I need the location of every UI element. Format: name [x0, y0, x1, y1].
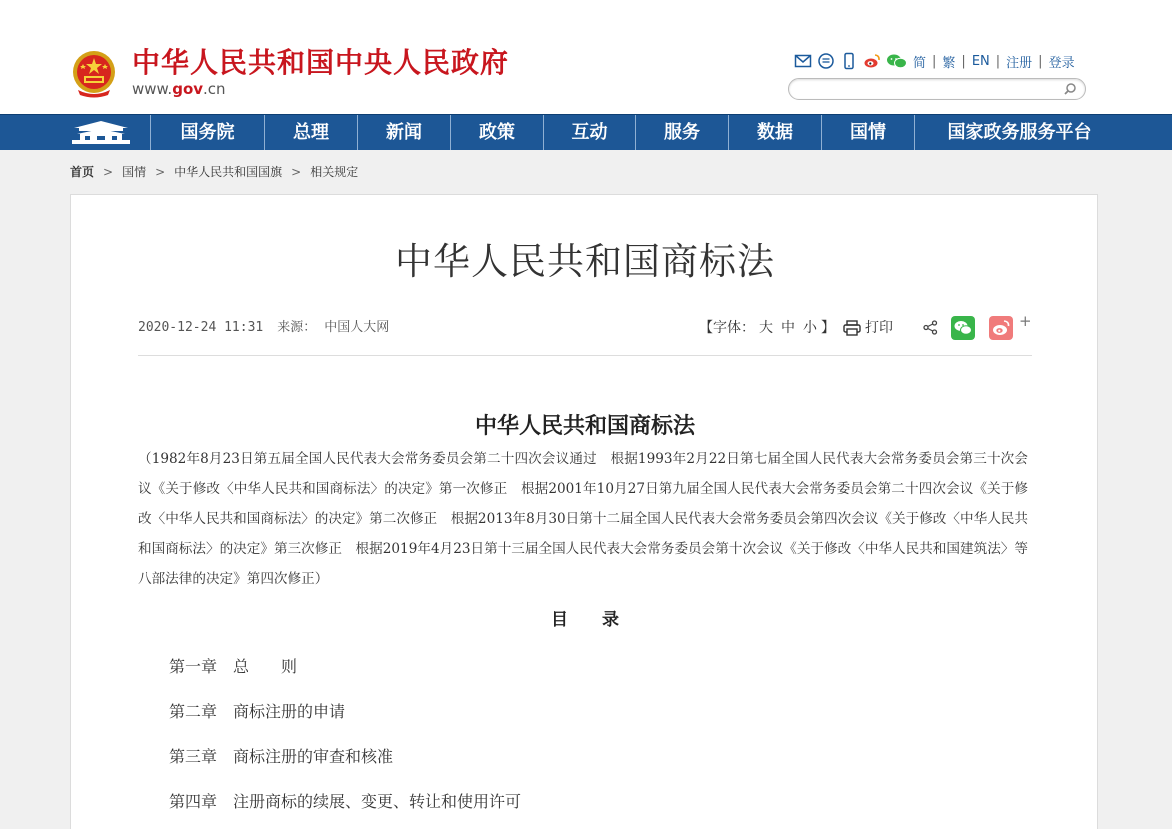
nav-item-state-council[interactable]: 国务院: [150, 115, 264, 150]
toc-chapter-title: 总 则: [233, 657, 298, 676]
search-icon[interactable]: [1063, 82, 1077, 96]
law-title: 中华人民共和国商标法: [474, 413, 695, 439]
nav-item-national-info[interactable]: 国情: [821, 115, 914, 150]
toc-title: 目 录: [551, 610, 619, 630]
tools-separator: |: [932, 53, 937, 69]
site-header: [0, 0, 1172, 114]
nav-item-service-platform[interactable]: 国家政务服务平台: [914, 115, 1124, 150]
breadcrumb: [70, 164, 358, 180]
nav-item-news[interactable]: 新闻: [357, 115, 450, 150]
wechat-icon[interactable]: [886, 52, 908, 70]
font-large-button[interactable]: 大: [759, 320, 773, 336]
nav-item-interaction[interactable]: 互动: [543, 115, 635, 150]
font-medium-button[interactable]: 中: [781, 320, 795, 336]
printer-icon: [843, 320, 861, 336]
lang-en-link[interactable]: EN: [971, 53, 990, 69]
article-meta: [138, 319, 389, 337]
nav-item-policy[interactable]: 政策: [450, 115, 543, 150]
toc-item[interactable]: [169, 701, 345, 723]
national-emblem-icon[interactable]: [70, 50, 118, 98]
breadcrumb-regulations[interactable]: 相关规定: [310, 165, 359, 179]
site-url[interactable]: [132, 80, 226, 98]
font-label-close: 】: [821, 320, 835, 336]
article-panel: [70, 194, 1098, 829]
toc-chapter-title: 商标注册的申请: [233, 702, 346, 721]
share-icon[interactable]: [923, 320, 938, 335]
tiananmen-home-icon[interactable]: [70, 118, 132, 146]
toc-chapter-title: 商标注册的审查和核准: [233, 747, 394, 766]
toc-item[interactable]: [169, 656, 297, 678]
url-suffix: .cn: [203, 80, 226, 98]
publish-date: 2020-12-24 11:31: [138, 320, 264, 335]
nav-item-services[interactable]: 服务: [635, 115, 728, 150]
toc-chapter: 第三章: [169, 747, 218, 766]
font-size-switcher: [699, 319, 835, 337]
weibo-icon[interactable]: [863, 52, 881, 70]
print-button[interactable]: [843, 319, 893, 337]
nav-item-premier[interactable]: 总理: [264, 115, 357, 150]
lang-traditional-link[interactable]: 繁: [942, 55, 956, 71]
font-label-open: 【字体：: [699, 320, 755, 336]
breadcrumb-home[interactable]: 首页: [70, 165, 95, 179]
breadcrumb-national-flag[interactable]: 中华人民共和国国旗: [174, 165, 283, 179]
nav-item-data[interactable]: 数据: [728, 115, 821, 150]
site-title[interactable]: 中华人民共和国中央人民政府: [132, 46, 510, 79]
register-link[interactable]: 注册: [1006, 55, 1033, 71]
meta-divider: [138, 355, 1032, 356]
toc-chapter: 第一章: [169, 657, 218, 676]
share-wechat-icon[interactable]: [951, 316, 975, 340]
font-small-button[interactable]: 小: [803, 320, 817, 336]
law-preface: （1982年8月23日第五届全国人民代表大会常务委员会第二十四次会议通过 根据1993年2月22日第七届全国人民代表大会常务委员会第三十次会议《关于修改〈中华人民共和国商标法〉的决定》第一次修正 根据2001年10月27日第九届全国人民代表大会常务委员会第二十四次会议《关于修改〈中华人民共和国商标法〉的决定》第二次修正 根据2013年8月30日第十二届全国人民代表大会常务委员会第四次会议《关于修改〈中华人民共和国商标法〉的决定》第三次修正 根据2019年4月23日第十三届全国人民代表大会常务委员会第十次会议《关于修改〈中华人民共和国建筑法〉等八部法律的决定》第四次修正）: [138, 451, 1028, 587]
tools-separator: |: [961, 53, 966, 69]
page-title: 中华人民共和国商标法: [395, 240, 775, 283]
tools-separator: |: [995, 53, 1001, 69]
toc-chapter: 第四章: [169, 792, 218, 811]
url-gov: gov: [172, 80, 204, 98]
toc-item[interactable]: [169, 746, 393, 768]
more-share-button[interactable]: +: [1019, 312, 1032, 330]
mobile-icon[interactable]: [840, 52, 858, 70]
search-input[interactable]: [799, 81, 1049, 97]
toc-chapter: 第二章: [169, 702, 218, 721]
source-label: 来源：: [277, 320, 317, 335]
source-value: 中国人大网: [324, 320, 390, 335]
search-box: [788, 78, 1086, 100]
share-weibo-icon[interactable]: [989, 316, 1013, 340]
lang-simplified-link[interactable]: 简: [913, 55, 927, 71]
breadcrumb-arrow: >: [103, 165, 114, 179]
main-nav: [0, 114, 1172, 150]
header-tools: [794, 50, 1075, 72]
breadcrumb-arrow: >: [155, 165, 166, 179]
toc-item[interactable]: [169, 791, 521, 813]
message-icon[interactable]: [817, 52, 835, 70]
tools-separator: |: [1038, 53, 1043, 69]
url-prefix: www.: [132, 80, 173, 98]
breadcrumb-national-info[interactable]: 国情: [122, 165, 147, 179]
breadcrumb-arrow: >: [291, 165, 302, 179]
toc-chapter-title: 注册商标的续展、变更、转让和使用许可: [233, 792, 522, 811]
print-label: 打印: [865, 320, 893, 336]
login-link[interactable]: 登录: [1048, 55, 1075, 71]
email-icon[interactable]: [794, 52, 812, 70]
